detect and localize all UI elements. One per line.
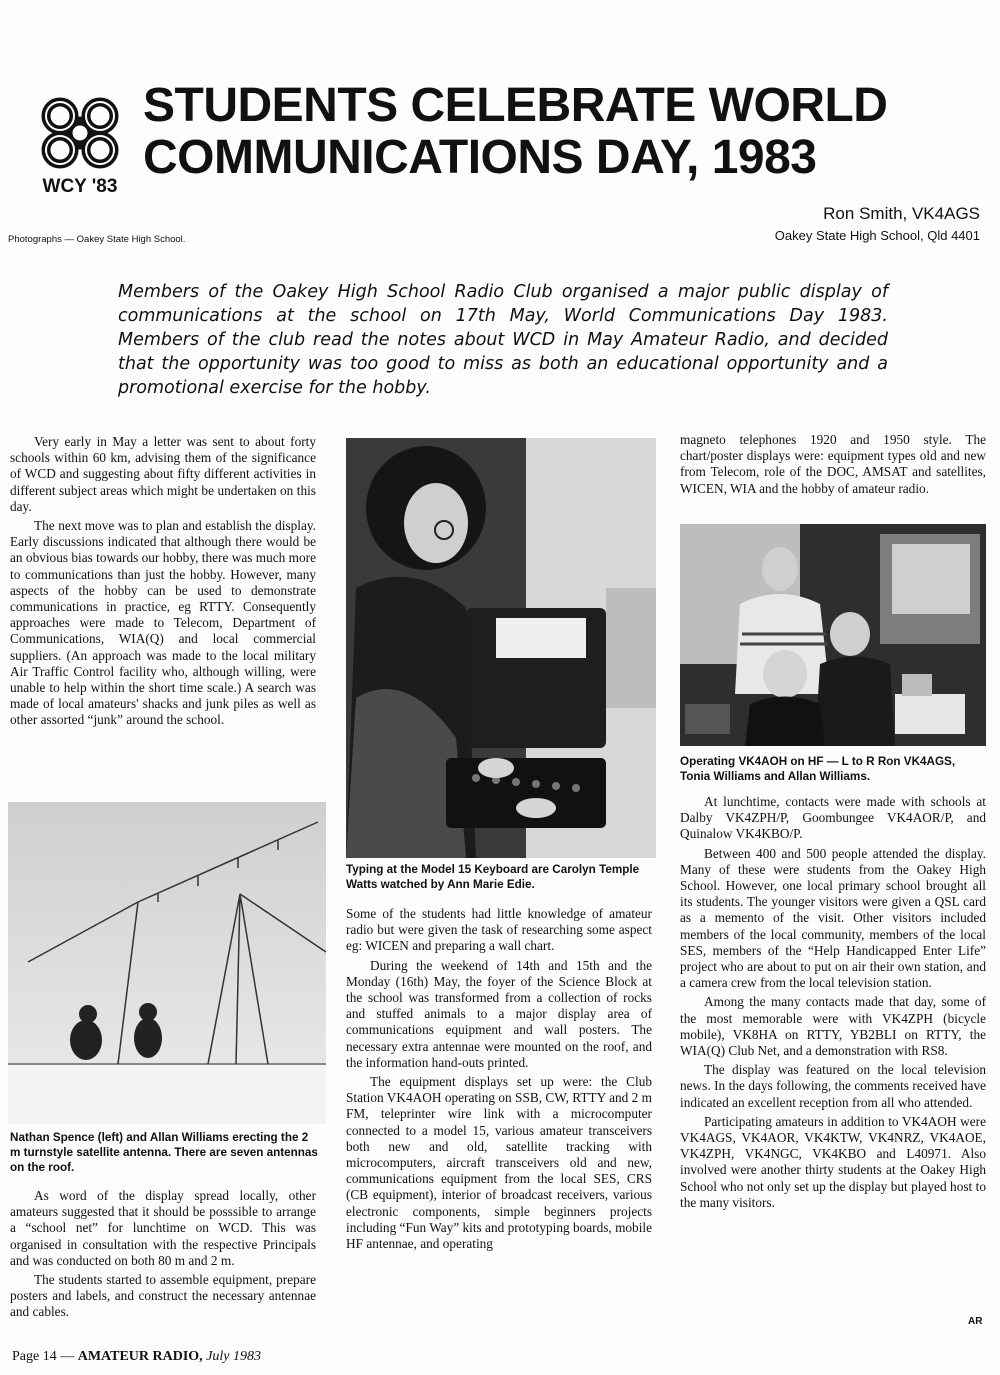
body-paragraph: At lunchtime, contacts were made with schools at Dalby VK4ZPH/P, Goombungee VK4AOR/P, and Quinalow VK4KBO/P. — [680, 794, 986, 842]
keyboard-photo — [346, 438, 656, 858]
issue-date: July 1983 — [202, 1349, 262, 1364]
antenna-photo — [8, 802, 326, 1124]
photo-credit: Photographs — Oakey State High School. — [8, 234, 186, 245]
operating-photo — [680, 524, 986, 746]
column-1-text-lower — [10, 1188, 316, 1324]
wcy-logo-text: WCY '83 — [42, 176, 118, 197]
antenna-photo-caption: Nathan Spence (left) and Allan Williams erecting the 2 m turnstyle satellite antenna. There are seven antennas on the roof. — [10, 1131, 318, 1174]
body-paragraph: The equipment displays set up were: the Club Station VK4AOH operating on SSB, CW, RTTY and 2 m FM, teleprinter wire link with a microcomputer connected to a model 15, various amateur transceivers both new and old, satellite tracking with microcomputers, aircraft transceivers old and new, communications equipment from the local SES, CRS (CB equipment), interior of broadcast receivers, various electronic components, simple beginners projects including “Fun Way” kits and prototyping boards, mobile HF antennae, and operating — [346, 1074, 652, 1252]
body-paragraph: Some of the students had little knowledge of amateur radio but were given the task of researching some aspect eg: WICEN and preparing a wall chart. — [346, 906, 652, 954]
body-paragraph: As word of the display spread locally, other amateurs suggested that it should be posssible to arrange a “school net” for lunchtime on WCD. This was organised in consultation with the respective Principals and was conducted on both 80 m and 2 m. — [10, 1188, 316, 1268]
page-footer — [12, 1349, 261, 1365]
wcy-knot-icon — [32, 92, 128, 174]
wcy-logo — [30, 92, 130, 197]
body-paragraph: During the weekend of 14th and 15th and the Monday (16th) May, the foyer of the Science Block at the school was transformed from a collection of rocks and stuffed animals to a major display area of communications equipment and wall posters. The necessary extra antennae were mounted on the roof, and the information hand-outs printed. — [346, 957, 652, 1070]
page-number: Page 14 — — [12, 1349, 78, 1364]
column-3-text-lower — [680, 794, 986, 1214]
author-affiliation: Oakey State High School, Qld 4401 — [774, 228, 980, 243]
body-paragraph: Between 400 and 500 people attended the display. Many of these were students from the Oakey High School. However, one local primary school brought all its students. The younger visitors were given a QSL card as a memento of the visit. Other visitors included members of the local community, members of the local SES, members of the “Help Handicapped Enter Life” project who are about to put on air their own station, and a camera crew from the local television station. — [680, 845, 986, 991]
column-1-text — [10, 434, 316, 732]
column-3-text — [680, 432, 986, 500]
magazine-name: AMATEUR RADIO, — [77, 1349, 203, 1364]
body-paragraph: magneto telephones 1920 and 1950 style. The chart/poster displays were: equipment types old and new from Telecom, role of the DOC, AMSAT and satellites, WICEN, WIA and the hobby of amateur radio. — [680, 432, 986, 496]
author-byline: Ron Smith, VK4AGS — [823, 204, 980, 223]
keyboard-photo-caption: Typing at the Model 15 Keyboard are Carolyn Temple Watts watched by Ann Marie Edie. — [346, 863, 640, 891]
body-paragraph: Very early in May a letter was sent to about forty schools within 60 km, advising them of the significance of WCD and suggesting about fifty different activities in different subject areas which might be undertaken on this day. — [10, 434, 316, 514]
body-paragraph: Among the many contacts made that day, some of the most memorable were with VK4ZPH (bicycle mobile), VK8HA on RTTY, YB2BLI on RTTY, the WIA(Q) Club Net, and a demonstration with RS8. — [680, 994, 986, 1059]
body-paragraph: The students started to assemble equipment, prepare posters and labels, and construct the necessary antennae and cables. — [10, 1272, 316, 1320]
article-title: STUDENTS CELEBRATE WORLD COMMUNICATIONS DAY, 1983 — [143, 79, 888, 184]
intro-paragraph: Members of the Oakey High School Radio Club organised a major public display of communications at the school on 17th May, World Communications Day 1983. Members of the club read the notes about WCD in May Amateur Radio, and decided that the opportunity was too good to miss as both an educational opportunity and a promotional exercise for the hobby. — [118, 282, 888, 398]
column-2-text — [346, 906, 652, 1255]
body-paragraph: Participating amateurs in addition to VK4AOH were VK4AGS, VK4AOR, VK4KTW, VK4NRZ, VK4AOE, VK4ZPH, VK4NGC, VK4KBO and L40971. Also involved were another thirty students at the Oakey High School who not only set up the display but played host to the many visitors. — [680, 1113, 986, 1210]
operating-photo-caption: Operating VK4AOH on HF — L to R Ron VK4AGS, Tonia Williams and Allan Williams. — [680, 755, 956, 783]
end-mark: AR — [968, 1316, 983, 1327]
body-paragraph: The next move was to plan and establish the display. Early discussions indicated that although there would be an obvious bias towards our hobby, there was much more to communications than just the hobby. However, many aspects of the hobby can be used to demonstrate communications in practice, eg RTTY. Consequently approaches were made to Telecom, Department of Communications, WIA(Q) and local commercial suppliers. (An approach was made to the local military Air Traffic Control facility who, although willing, were unable to help within the short time scale.) A search was made of local amateurs' shacks and junk piles as well as other assorted “junk” around the school. — [10, 518, 316, 728]
body-paragraph: The display was featured on the local television news. In the days following, the comments received have indicated an excellent reception from all who attended. — [680, 1062, 986, 1110]
